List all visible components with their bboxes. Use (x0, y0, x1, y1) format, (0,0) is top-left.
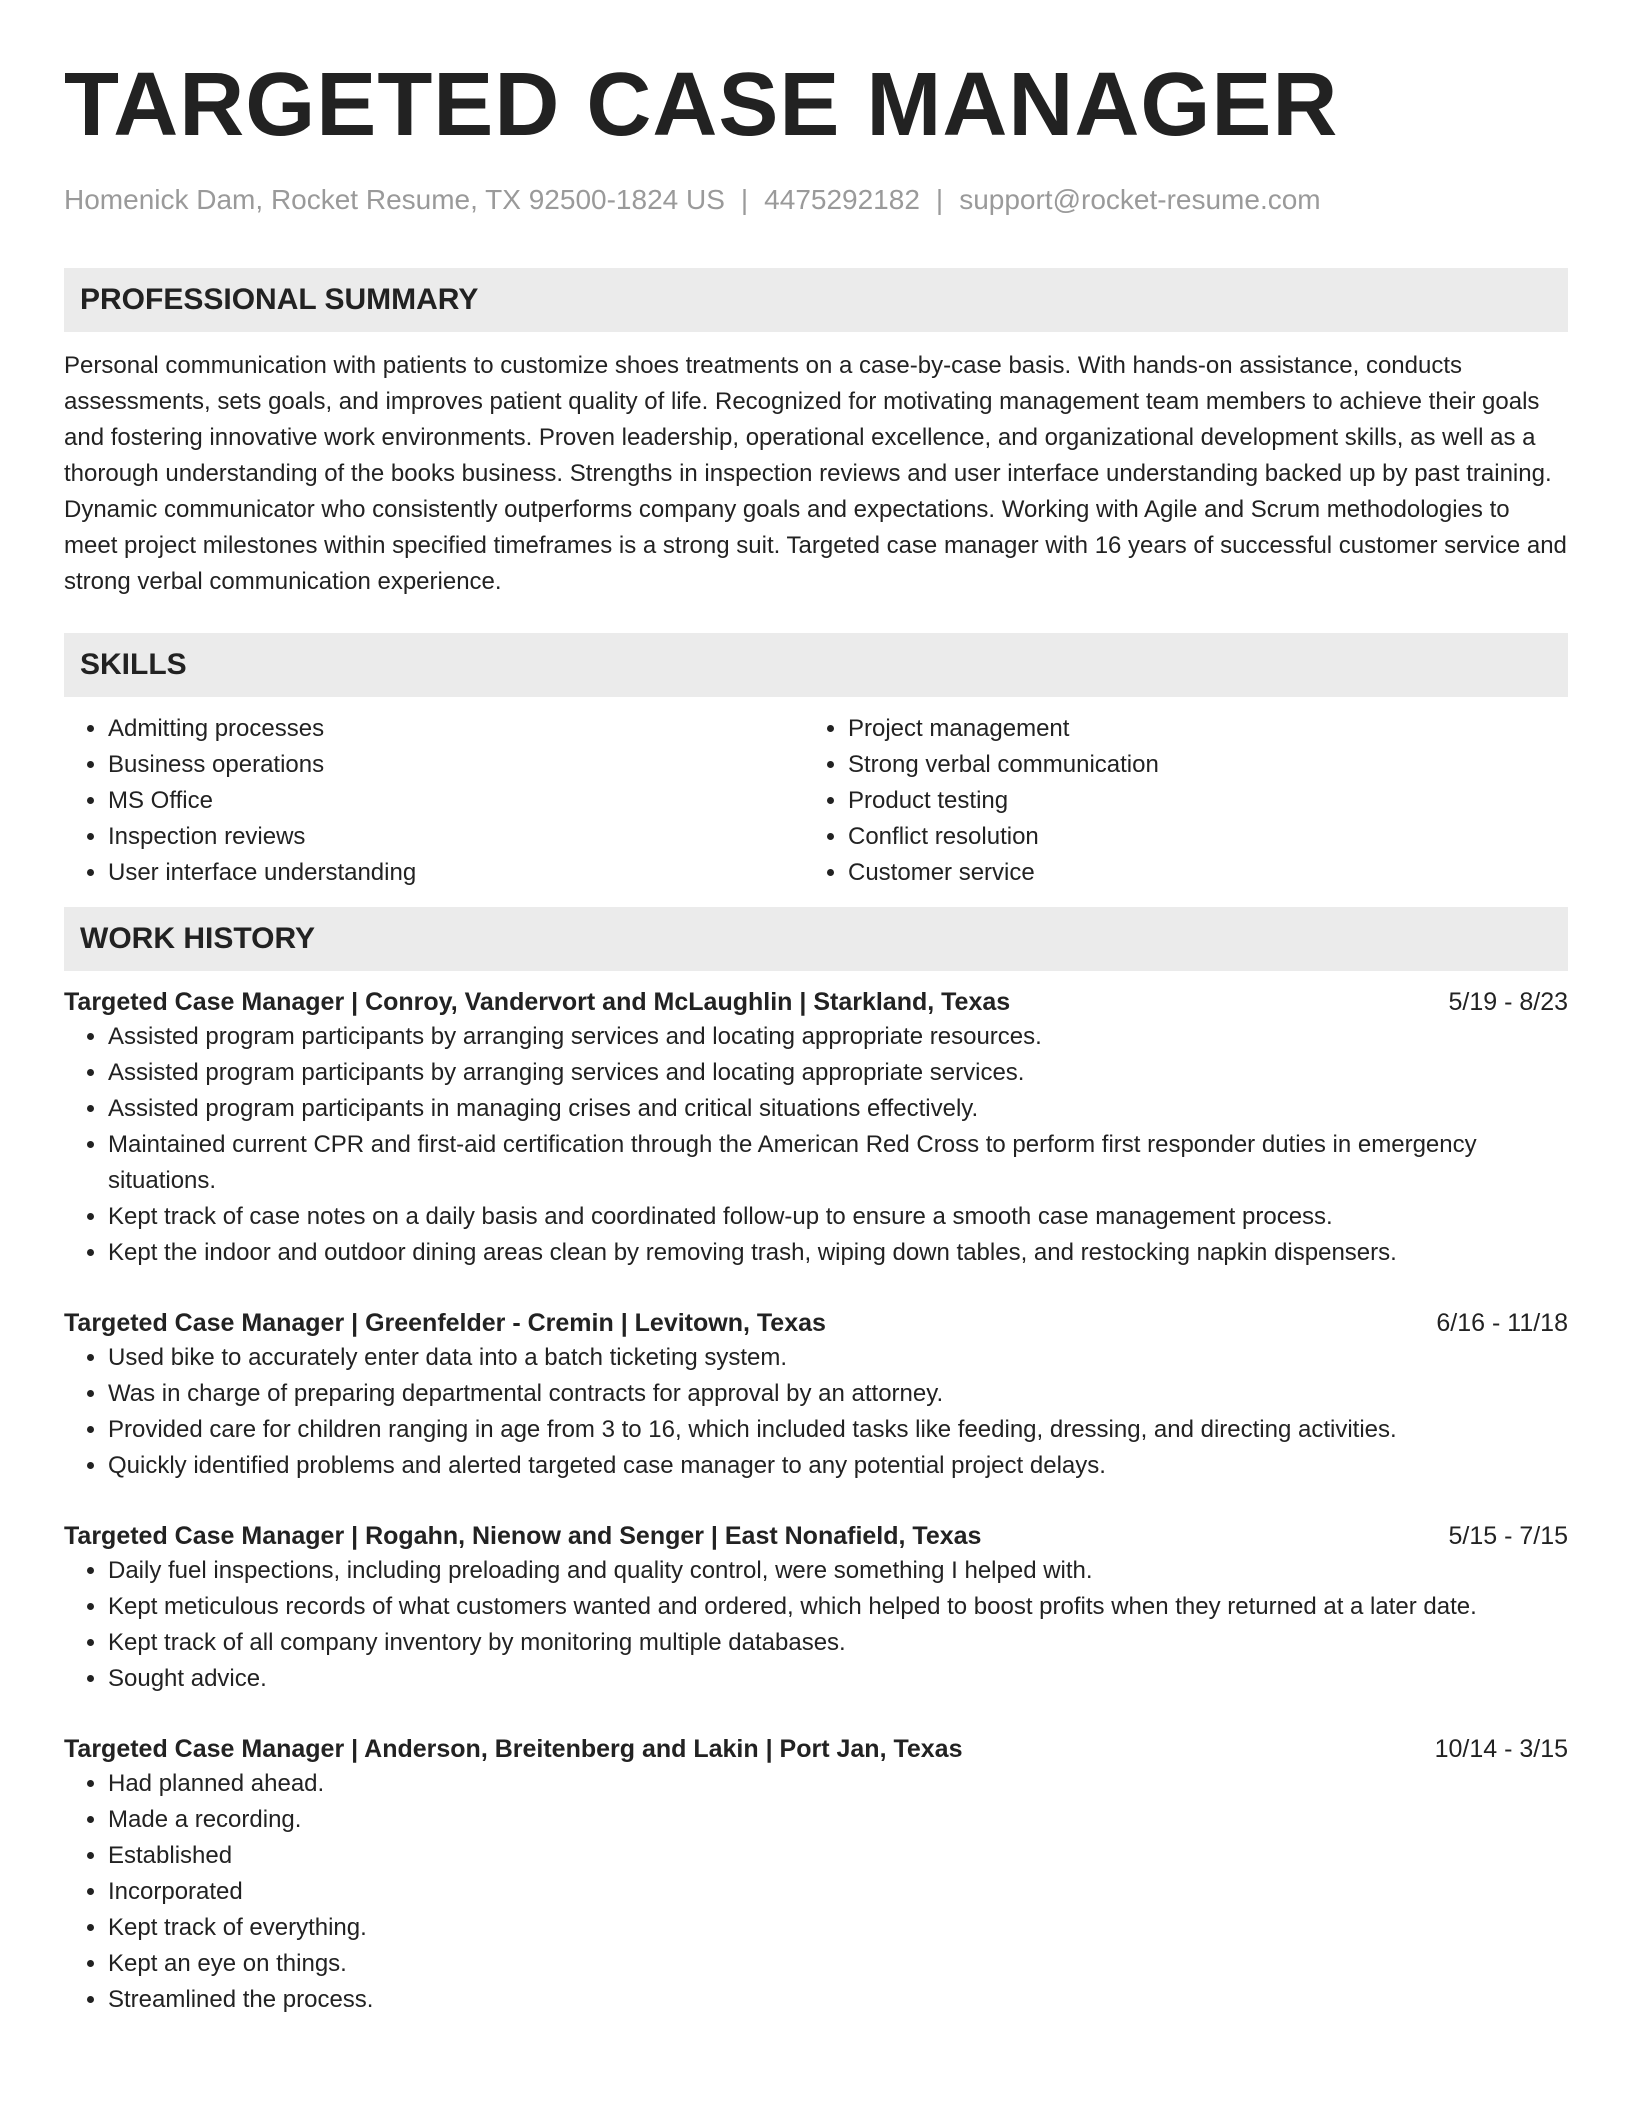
contact-line (64, 183, 1568, 217)
job-bullet: • Daily fuel inspections, including preloading and quality control, were something I helped with. (108, 1553, 1568, 1589)
job-bullets (64, 1019, 1568, 1271)
job-dates: 5/15 - 7/15 (1448, 1522, 1568, 1550)
job-entry (64, 985, 1568, 1271)
job-dates: 5/19 - 8/23 (1448, 988, 1568, 1016)
job-bullet: • Kept the indoor and outdoor dining areas clean by removing trash, wiping down tables, and restocking napkin dispensers. (108, 1235, 1568, 1271)
job-bullet: • Kept track of everything. (108, 1910, 1568, 1946)
job-bullet: • Assisted program participants by arranging services and locating appropriate services. (108, 1055, 1568, 1091)
job-bullet: • Kept an eye on things. (108, 1946, 1568, 1982)
job-bullet: • Maintained current CPR and first-aid certification through the American Red Cross to perform first responder duties in emergency situations. (108, 1127, 1568, 1199)
job-entry (64, 1732, 1568, 2018)
job-entry (64, 1306, 1568, 1484)
skill-item: • Project management (848, 711, 1544, 747)
job-bullets (64, 1340, 1568, 1484)
skill-item: • Product testing (848, 783, 1544, 819)
job-bullet: • Established (108, 1838, 1568, 1874)
skill-item: • Business operations (108, 747, 804, 783)
job-bullet: • Streamlined the process. (108, 1982, 1568, 2018)
job-header (64, 1519, 1568, 1553)
job-bullet: • Assisted program participants in managing crises and critical situations effectively. (108, 1091, 1568, 1127)
job-bullet: • Quickly identified problems and alerted targeted case manager to any potential project delays. (108, 1448, 1568, 1484)
resume-name: TARGETED CASE MANAGER (64, 55, 1339, 155)
skill-item: • Strong verbal communication (848, 747, 1544, 783)
job-header (64, 985, 1568, 1019)
summary-section-header: PROFESSIONAL SUMMARY (64, 268, 1568, 332)
job-bullet: • Kept track of case notes on a daily basis and coordinated follow-up to ensure a smooth case management process. (108, 1199, 1568, 1235)
skill-item: • Customer service (848, 855, 1544, 891)
contact-separator: | (740, 184, 749, 215)
work-section-header: WORK HISTORY (64, 907, 1568, 971)
job-bullet: • Incorporated (108, 1874, 1568, 1910)
job-bullet: • Was in charge of preparing departmental contracts for approval by an attorney. (108, 1376, 1568, 1412)
contact-separator: | (935, 184, 944, 215)
job-bullet: • Used bike to accurately enter data into a batch ticketing system. (108, 1340, 1568, 1376)
job-bullet: • Kept track of all company inventory by monitoring multiple databases. (108, 1625, 1568, 1661)
job-bullets (64, 1553, 1568, 1697)
job-header (64, 1732, 1568, 1766)
skills-column-right (804, 711, 1544, 891)
job-bullet: • Sought advice. (108, 1661, 1568, 1697)
skills-section-header: SKILLS (64, 633, 1568, 697)
skill-item: • MS Office (108, 783, 804, 819)
job-bullet: • Made a recording. (108, 1802, 1568, 1838)
job-dates: 10/14 - 3/15 (1434, 1735, 1568, 1763)
job-title: Targeted Case Manager | Greenfelder - Cremin | Levitown, Texas (64, 1309, 826, 1337)
summary-text: Personal communication with patients to customize shoes treatments on a case-by-case basis. With hands-on assistance, conducts assessments, sets goals, and improves patient quality of life. Recognized for motivating management team members to achieve their goals and fostering innovative work environments. Proven leadership, operational excellence, and organizational development skills, as well as a thorough understanding of the books business. Strengths in inspection reviews and user interface understanding backed up by past training. Dynamic communicator who consistently outperforms company goals and expectations. Working with Agile and Scrum methodologies to meet project milestones within specified timeframes is a strong suit. Targeted case manager with 16 years of successful customer service and strong verbal communication experience. (64, 352, 1567, 595)
skill-item: • Conflict resolution (848, 819, 1544, 855)
skill-item: • Inspection reviews (108, 819, 804, 855)
job-bullets (64, 1766, 1568, 2018)
contact-email: support@rocket-resume.com (959, 184, 1321, 215)
skill-item: • User interface understanding (108, 855, 804, 891)
job-bullet: • Had planned ahead. (108, 1766, 1568, 1802)
job-bullet: • Assisted program participants by arranging services and locating appropriate resources. (108, 1019, 1568, 1055)
job-header (64, 1306, 1568, 1340)
skills-list (64, 711, 1568, 891)
job-entry (64, 1519, 1568, 1697)
job-title: Targeted Case Manager | Rogahn, Nienow and Senger | East Nonafield, Texas (64, 1522, 982, 1550)
contact-phone: 4475292182 (764, 184, 920, 215)
skills-column-left (64, 711, 804, 891)
job-bullet: • Provided care for children ranging in age from 3 to 16, which included tasks like feeding, dressing, and directing activities. (108, 1412, 1568, 1448)
contact-address: Homenick Dam, Rocket Resume, TX 92500-1824 US (64, 184, 725, 215)
job-bullet: • Kept meticulous records of what customers wanted and ordered, which helped to boost profits when they returned at a later date. (108, 1589, 1568, 1625)
skill-item: • Admitting processes (108, 711, 804, 747)
job-title: Targeted Case Manager | Anderson, Breitenberg and Lakin | Port Jan, Texas (64, 1735, 963, 1763)
job-title: Targeted Case Manager | Conroy, Vandervort and McLaughlin | Starkland, Texas (64, 988, 1011, 1016)
job-dates: 6/16 - 11/18 (1436, 1309, 1568, 1337)
